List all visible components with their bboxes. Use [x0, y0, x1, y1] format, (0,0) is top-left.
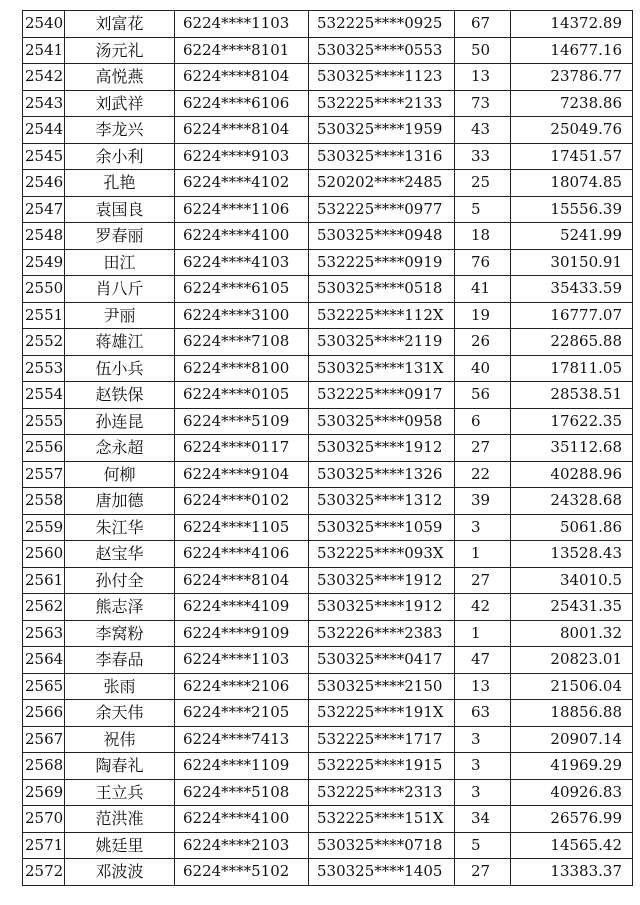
table-row [23, 806, 633, 833]
table-row [23, 594, 633, 621]
amount-value: 5241.99 [511, 223, 633, 250]
amount-value: 35433.59 [511, 276, 633, 303]
amount-value: 20823.01 [511, 647, 633, 674]
table-row [23, 64, 633, 91]
row-number: 2572 [23, 859, 65, 886]
person-name: 李龙兴 [65, 117, 175, 144]
count-value: 19 [455, 302, 511, 329]
person-name: 孙付全 [65, 567, 175, 594]
person-name: 田江 [65, 249, 175, 276]
id-number: 532225****1915 [309, 753, 455, 780]
bank-card-number: 6224****1109 [175, 753, 309, 780]
row-number: 2558 [23, 488, 65, 515]
id-number: 530325****0417 [309, 647, 455, 674]
bank-card-number: 6224****4102 [175, 170, 309, 197]
amount-value: 18074.85 [511, 170, 633, 197]
amount-value: 8001.32 [511, 620, 633, 647]
person-name: 祝伟 [65, 726, 175, 753]
count-value: 27 [455, 859, 511, 886]
count-value: 3 [455, 514, 511, 541]
count-value: 22 [455, 461, 511, 488]
row-number: 2566 [23, 700, 65, 727]
table-row [23, 355, 633, 382]
bank-card-number: 6224****5109 [175, 408, 309, 435]
amount-value: 16777.07 [511, 302, 633, 329]
amount-value: 28538.51 [511, 382, 633, 409]
table-row [23, 859, 633, 886]
count-value: 18 [455, 223, 511, 250]
amount-value: 15556.39 [511, 196, 633, 223]
count-value: 39 [455, 488, 511, 515]
bank-card-number: 6224****8104 [175, 117, 309, 144]
row-number: 2560 [23, 541, 65, 568]
id-number: 530325****1326 [309, 461, 455, 488]
id-number: 530325****2150 [309, 673, 455, 700]
count-value: 26 [455, 329, 511, 356]
count-value: 47 [455, 647, 511, 674]
bank-card-number: 6224****0102 [175, 488, 309, 515]
person-name: 王立兵 [65, 779, 175, 806]
amount-value: 22865.88 [511, 329, 633, 356]
person-name: 姚廷里 [65, 832, 175, 859]
row-number: 2556 [23, 435, 65, 462]
id-number: 530325****0948 [309, 223, 455, 250]
count-value: 27 [455, 567, 511, 594]
table-row [23, 196, 633, 223]
person-name: 赵宝华 [65, 541, 175, 568]
person-name: 陶春礼 [65, 753, 175, 780]
person-name: 余小利 [65, 143, 175, 170]
amount-value: 13528.43 [511, 541, 633, 568]
row-number: 2554 [23, 382, 65, 409]
bank-card-number: 6224****8100 [175, 355, 309, 382]
table-row [23, 435, 633, 462]
table-row [23, 329, 633, 356]
count-value: 76 [455, 249, 511, 276]
id-number: 532225****1717 [309, 726, 455, 753]
row-number: 2570 [23, 806, 65, 833]
row-number: 2557 [23, 461, 65, 488]
bank-card-number: 6224****7413 [175, 726, 309, 753]
id-number: 530325****131X [309, 355, 455, 382]
table-row [23, 143, 633, 170]
person-name: 唐加德 [65, 488, 175, 515]
table-row [23, 223, 633, 250]
amount-value: 25431.35 [511, 594, 633, 621]
bank-card-number: 6224****3100 [175, 302, 309, 329]
count-value: 1 [455, 620, 511, 647]
count-value: 56 [455, 382, 511, 409]
person-name: 高悦燕 [65, 64, 175, 91]
records-table-body [23, 11, 633, 886]
row-number: 2568 [23, 753, 65, 780]
table-row [23, 302, 633, 329]
person-name: 蒋雄江 [65, 329, 175, 356]
table-row [23, 276, 633, 303]
count-value: 34 [455, 806, 511, 833]
amount-value: 5061.86 [511, 514, 633, 541]
person-name: 余天伟 [65, 700, 175, 727]
row-number: 2569 [23, 779, 65, 806]
id-number: 532225****2133 [309, 90, 455, 117]
bank-card-number: 6224****0117 [175, 435, 309, 462]
count-value: 6 [455, 408, 511, 435]
count-value: 3 [455, 726, 511, 753]
bank-card-number: 6224****5108 [175, 779, 309, 806]
bank-card-number: 6224****1105 [175, 514, 309, 541]
amount-value: 40926.83 [511, 779, 633, 806]
bank-card-number: 6224****0105 [175, 382, 309, 409]
bank-card-number: 6224****8101 [175, 37, 309, 64]
row-number: 2550 [23, 276, 65, 303]
count-value: 40 [455, 355, 511, 382]
person-name: 罗春丽 [65, 223, 175, 250]
count-value: 1 [455, 541, 511, 568]
bank-card-number: 6224****4100 [175, 223, 309, 250]
count-value: 33 [455, 143, 511, 170]
amount-value: 40288.96 [511, 461, 633, 488]
person-name: 肖八斤 [65, 276, 175, 303]
id-number: 530325****1912 [309, 435, 455, 462]
count-value: 42 [455, 594, 511, 621]
bank-card-number: 6224****4100 [175, 806, 309, 833]
id-number: 532225****0917 [309, 382, 455, 409]
id-number: 520202****2485 [309, 170, 455, 197]
bank-card-number: 6224****7108 [175, 329, 309, 356]
person-name: 孔艳 [65, 170, 175, 197]
row-number: 2547 [23, 196, 65, 223]
row-number: 2561 [23, 567, 65, 594]
id-number: 530325****2119 [309, 329, 455, 356]
table-row [23, 170, 633, 197]
row-number: 2555 [23, 408, 65, 435]
id-number: 530325****1123 [309, 64, 455, 91]
records-table [22, 10, 633, 886]
person-name: 刘武祥 [65, 90, 175, 117]
amount-value: 25049.76 [511, 117, 633, 144]
count-value: 13 [455, 673, 511, 700]
person-name: 李窝粉 [65, 620, 175, 647]
count-value: 5 [455, 832, 511, 859]
table-row [23, 753, 633, 780]
bank-card-number: 6224****4109 [175, 594, 309, 621]
bank-card-number: 6224****6105 [175, 276, 309, 303]
row-number: 2564 [23, 647, 65, 674]
person-name: 袁国良 [65, 196, 175, 223]
row-number: 2544 [23, 117, 65, 144]
amount-value: 24328.68 [511, 488, 633, 515]
bank-card-number: 6224****1106 [175, 196, 309, 223]
row-number: 2571 [23, 832, 65, 859]
amount-value: 7238.86 [511, 90, 633, 117]
count-value: 63 [455, 700, 511, 727]
id-number: 532225****0919 [309, 249, 455, 276]
row-number: 2562 [23, 594, 65, 621]
person-name: 尹丽 [65, 302, 175, 329]
table-row [23, 832, 633, 859]
id-number: 530325****1405 [309, 859, 455, 886]
bank-card-number: 6224****2103 [175, 832, 309, 859]
table-row [23, 488, 633, 515]
bank-card-number: 6224****8104 [175, 567, 309, 594]
row-number: 2542 [23, 64, 65, 91]
bank-card-number: 6224****6106 [175, 90, 309, 117]
table-row [23, 249, 633, 276]
amount-value: 23786.77 [511, 64, 633, 91]
table-row [23, 567, 633, 594]
table-row [23, 408, 633, 435]
row-number: 2563 [23, 620, 65, 647]
count-value: 5 [455, 196, 511, 223]
count-value: 3 [455, 753, 511, 780]
table-row [23, 461, 633, 488]
person-name: 赵铁保 [65, 382, 175, 409]
bank-card-number: 6224****4103 [175, 249, 309, 276]
id-number: 530325****0553 [309, 37, 455, 64]
count-value: 27 [455, 435, 511, 462]
id-number: 532226****2383 [309, 620, 455, 647]
table-row [23, 117, 633, 144]
count-value: 41 [455, 276, 511, 303]
count-value: 43 [455, 117, 511, 144]
bank-card-number: 6224****1103 [175, 11, 309, 38]
person-name: 念永超 [65, 435, 175, 462]
table-row [23, 514, 633, 541]
row-number: 2551 [23, 302, 65, 329]
person-name: 刘富花 [65, 11, 175, 38]
amount-value: 17811.05 [511, 355, 633, 382]
table-row [23, 382, 633, 409]
person-name: 邓波波 [65, 859, 175, 886]
id-number: 530325****1316 [309, 143, 455, 170]
person-name: 何柳 [65, 461, 175, 488]
table-row [23, 673, 633, 700]
table-row [23, 541, 633, 568]
row-number: 2548 [23, 223, 65, 250]
id-number: 532225****0977 [309, 196, 455, 223]
person-name: 李春品 [65, 647, 175, 674]
row-number: 2559 [23, 514, 65, 541]
id-number: 530325****0518 [309, 276, 455, 303]
bank-card-number: 6224****4106 [175, 541, 309, 568]
row-number: 2552 [23, 329, 65, 356]
amount-value: 14565.42 [511, 832, 633, 859]
table-row [23, 647, 633, 674]
id-number: 532225****2313 [309, 779, 455, 806]
row-number: 2549 [23, 249, 65, 276]
person-name: 伍小兵 [65, 355, 175, 382]
amount-value: 35112.68 [511, 435, 633, 462]
amount-value: 20907.14 [511, 726, 633, 753]
count-value: 25 [455, 170, 511, 197]
id-number: 530325****1912 [309, 594, 455, 621]
amount-value: 26576.99 [511, 806, 633, 833]
person-name: 熊志泽 [65, 594, 175, 621]
amount-value: 17451.57 [511, 143, 633, 170]
table-row [23, 37, 633, 64]
count-value: 13 [455, 64, 511, 91]
count-value: 67 [455, 11, 511, 38]
id-number: 530325****0958 [309, 408, 455, 435]
id-number: 532225****0925 [309, 11, 455, 38]
person-name: 汤元礼 [65, 37, 175, 64]
count-value: 3 [455, 779, 511, 806]
amount-value: 18856.88 [511, 700, 633, 727]
bank-card-number: 6224****5102 [175, 859, 309, 886]
id-number: 532225****151X [309, 806, 455, 833]
id-number: 530325****1959 [309, 117, 455, 144]
row-number: 2546 [23, 170, 65, 197]
amount-value: 34010.5 [511, 567, 633, 594]
id-number: 532225****112X [309, 302, 455, 329]
bank-card-number: 6224****1103 [175, 647, 309, 674]
table-row [23, 11, 633, 38]
row-number: 2567 [23, 726, 65, 753]
row-number: 2565 [23, 673, 65, 700]
bank-card-number: 6224****9104 [175, 461, 309, 488]
amount-value: 30150.91 [511, 249, 633, 276]
amount-value: 41969.29 [511, 753, 633, 780]
count-value: 50 [455, 37, 511, 64]
bank-card-number: 6224****8104 [175, 64, 309, 91]
bank-card-number: 6224****9109 [175, 620, 309, 647]
id-number: 530325****1312 [309, 488, 455, 515]
id-number: 530325****0718 [309, 832, 455, 859]
amount-value: 13383.37 [511, 859, 633, 886]
person-name: 孙连昆 [65, 408, 175, 435]
row-number: 2540 [23, 11, 65, 38]
table-row [23, 726, 633, 753]
amount-value: 21506.04 [511, 673, 633, 700]
row-number: 2553 [23, 355, 65, 382]
amount-value: 17622.35 [511, 408, 633, 435]
person-name: 范洪准 [65, 806, 175, 833]
bank-card-number: 6224****2105 [175, 700, 309, 727]
person-name: 朱江华 [65, 514, 175, 541]
table-row [23, 90, 633, 117]
id-number: 532225****191X [309, 700, 455, 727]
id-number: 530325****1059 [309, 514, 455, 541]
table-row [23, 779, 633, 806]
bank-card-number: 6224****9103 [175, 143, 309, 170]
table-row [23, 620, 633, 647]
id-number: 532225****093X [309, 541, 455, 568]
id-number: 530325****1912 [309, 567, 455, 594]
count-value: 73 [455, 90, 511, 117]
row-number: 2543 [23, 90, 65, 117]
bank-card-number: 6224****2106 [175, 673, 309, 700]
row-number: 2541 [23, 37, 65, 64]
table-row [23, 700, 633, 727]
person-name: 张雨 [65, 673, 175, 700]
amount-value: 14677.16 [511, 37, 633, 64]
amount-value: 14372.89 [511, 11, 633, 38]
row-number: 2545 [23, 143, 65, 170]
